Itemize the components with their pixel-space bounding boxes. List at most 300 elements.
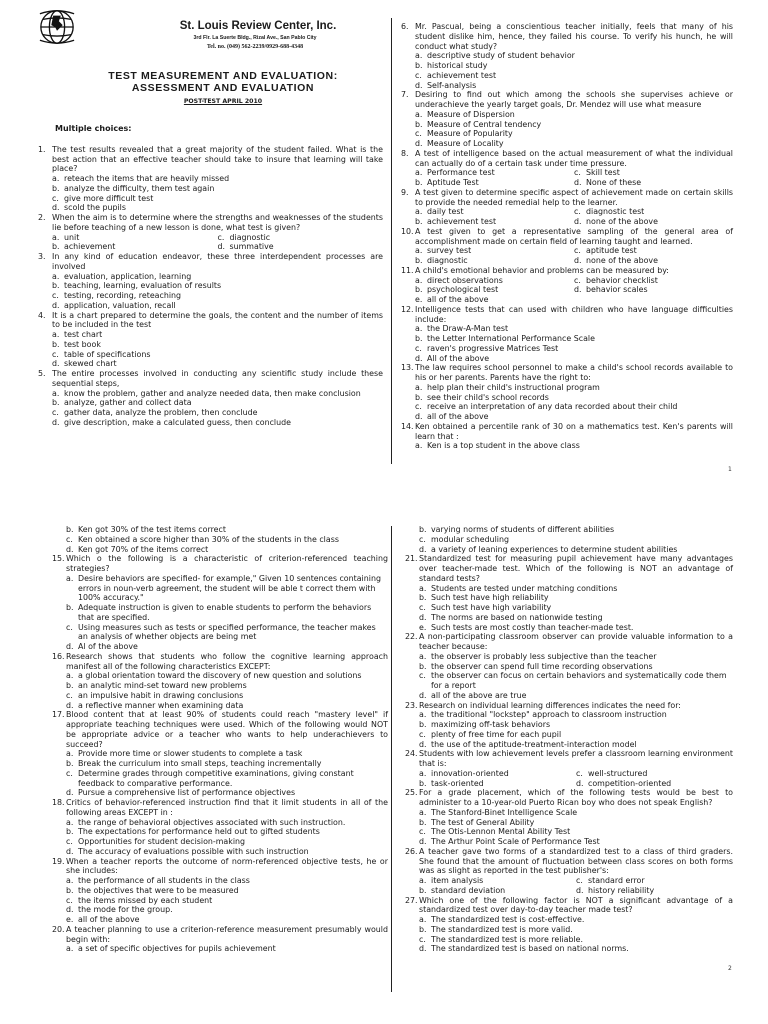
answer-option	[66, 915, 388, 925]
option-letter: a.	[66, 944, 74, 954]
question-item	[38, 145, 383, 213]
answer-option	[415, 71, 733, 81]
question-item	[401, 188, 733, 227]
question-number: 2.	[38, 213, 46, 222]
answer-option	[415, 344, 733, 354]
option-text: survey test	[427, 246, 472, 256]
option-text: Measure of Locality	[427, 139, 504, 148]
option-letter: c.	[66, 768, 73, 778]
question-text: Standardized test for measuring pupil achievement have many advantages over teacher-made test. Which of the following is NOT an advantage of standard tests?	[419, 554, 733, 583]
option-letter: d.	[66, 846, 74, 856]
answer-option	[574, 256, 658, 266]
answer-option	[574, 285, 648, 295]
answer-options	[66, 749, 388, 798]
option-text: plenty of free time for each pupil	[431, 729, 562, 739]
option-text: behavior checklist	[586, 275, 658, 285]
option-text: The standardized test is cost-effective.	[431, 915, 585, 924]
question-text: The law requires school personnel to make a child's school records available to his or her parents. Parents have the right to:	[415, 363, 733, 382]
question-text: A test of intelligence based on the actual measurement of what the individual can actually do of a certain task under time pressure.	[415, 148, 733, 168]
question-text: Research shows that students who follow the cognitive learning approach manifest all of the following characteristics EXCEPT:	[66, 651, 388, 671]
answer-option	[419, 652, 733, 662]
question-stem	[52, 857, 388, 877]
answer-options	[419, 769, 733, 789]
answer-option	[52, 408, 383, 418]
option-text: testing, recording, reteaching	[64, 291, 182, 300]
option-text: receive an interpretation of any data recorded about their child	[427, 402, 678, 412]
section-label: Multiple choices:	[55, 124, 132, 133]
option-letter: a.	[419, 651, 427, 661]
answer-option	[66, 827, 388, 837]
question-item	[405, 554, 733, 632]
answer-options	[415, 51, 733, 90]
question-text: Mr. Pascual, being a conscientious teacher initially, feels that many of his student dislike him, hence, they failed his course. To verify his hunch, he will conduct what study?	[415, 22, 733, 51]
question-text: In any kind of education endeavor, these three interdependent processes are involved	[52, 252, 383, 271]
option-text: see their child's school records	[427, 392, 549, 402]
question-item	[401, 149, 733, 188]
answer-option	[415, 129, 733, 139]
option-text: psychological test	[427, 285, 499, 295]
answer-option	[415, 61, 733, 71]
answer-option	[415, 110, 733, 120]
answer-options	[419, 584, 733, 633]
answer-options	[66, 574, 388, 652]
question-item	[401, 422, 733, 451]
answer-option	[415, 285, 574, 295]
answer-options	[419, 876, 733, 896]
option-text: the observer can focus on certain behaviors and systematically code them for a report	[431, 671, 727, 690]
question-number: 24.	[405, 749, 418, 759]
answer-options	[419, 710, 733, 749]
answer-options	[52, 174, 383, 213]
answer-option	[419, 779, 576, 789]
option-letter: c.	[576, 768, 583, 778]
question-text: A child's emotional behavior and problems can be measured by:	[415, 265, 669, 275]
option-letter: c.	[66, 622, 73, 632]
answer-options	[415, 168, 733, 188]
option-text: Measure of Central tendency	[427, 119, 542, 129]
option-letter: a.	[415, 324, 423, 334]
option-text: evaluation, application, learning	[64, 271, 192, 281]
question-number: 4.	[38, 310, 46, 320]
page2-left-column	[52, 525, 388, 954]
question-stem	[405, 847, 733, 876]
question-number: 23.	[405, 700, 418, 710]
question-number: 27.	[405, 895, 418, 905]
option-text: table of specifications	[64, 349, 151, 359]
continued-options	[419, 525, 733, 554]
option-text: The expectations for performance held out to gifted students	[78, 827, 320, 837]
option-text: unit	[64, 232, 80, 242]
question-number: 6.	[401, 22, 409, 31]
question-stem	[401, 149, 733, 169]
option-text: all of the above	[427, 412, 489, 421]
option-letter: c.	[415, 129, 422, 139]
question-number: 16.	[52, 651, 65, 661]
answer-option	[52, 233, 218, 243]
option-letter: c.	[576, 876, 583, 885]
option-letter: c.	[415, 343, 422, 353]
option-text: the performance of all students in the class	[78, 876, 250, 885]
question-stem	[401, 422, 733, 442]
answer-options	[415, 383, 733, 422]
answer-options	[415, 324, 733, 363]
answer-options	[52, 233, 383, 253]
answer-option	[419, 525, 733, 535]
option-letter: b.	[415, 119, 423, 129]
question-stem	[405, 701, 733, 711]
option-letter: c.	[419, 534, 426, 544]
answer-option	[419, 740, 733, 750]
option-text: Opportunities for student decision-making	[78, 837, 246, 846]
answer-option	[419, 603, 733, 613]
option-letter: c.	[419, 603, 426, 612]
answer-option	[415, 295, 733, 305]
question-stem	[401, 90, 733, 110]
option-letter: b.	[52, 183, 60, 193]
question-item	[401, 363, 733, 422]
column-divider	[391, 526, 392, 992]
option-text: scold the pupils	[64, 203, 126, 213]
option-letter: a.	[415, 51, 423, 61]
option-letter: b.	[66, 885, 74, 895]
question-number: 17.	[52, 710, 65, 720]
question-text: Intelligence tests that can used with children who have language difficulties include:	[415, 304, 733, 324]
answer-option	[419, 925, 733, 935]
question-stem	[401, 305, 733, 325]
question-number: 19.	[52, 856, 65, 866]
center-telephone: Tel. no. (049) 562-2239/0929-688-4348	[206, 44, 304, 50]
option-letter: e.	[66, 915, 74, 924]
option-letter: a.	[419, 583, 427, 593]
option-text: maximizing off-task behaviors	[431, 720, 551, 729]
answer-option	[66, 788, 388, 798]
option-letter: d.	[419, 739, 427, 749]
answer-option	[415, 441, 733, 451]
answer-options	[419, 915, 733, 954]
option-letter: a.	[419, 768, 427, 778]
option-text: none of the above	[586, 217, 658, 226]
answer-option	[415, 139, 733, 149]
answer-option	[419, 535, 733, 545]
option-text: the mode for the group.	[78, 905, 173, 915]
option-letter: d.	[574, 178, 582, 187]
question-stem	[405, 632, 733, 652]
question-stem	[401, 266, 733, 276]
option-letter: b.	[415, 392, 423, 402]
option-letter: a.	[52, 388, 60, 398]
question-text: When the aim is to determine where the strengths and weaknesses of the students lie before teaching of a new lesson is done, what test is given?	[52, 213, 383, 232]
answer-option	[419, 769, 576, 779]
question-item	[52, 798, 388, 857]
option-text: test chart	[64, 330, 103, 339]
answer-option	[66, 769, 388, 789]
question-number: 15.	[52, 554, 65, 564]
option-text: achievement test	[427, 217, 497, 226]
question-item	[52, 652, 388, 711]
option-letter: b.	[419, 525, 427, 534]
option-letter: a.	[52, 232, 60, 242]
option-text: diagnostic	[229, 232, 271, 242]
option-text: well-structured	[588, 768, 648, 778]
option-text: a global orientation toward the discovery of new question and solutions	[78, 671, 362, 681]
option-text: an analytic mind-set toward new problems	[78, 681, 247, 690]
answer-option	[52, 174, 383, 184]
option-text: All of the above	[427, 353, 490, 363]
option-letter: a.	[66, 876, 74, 885]
answer-option-pair	[415, 207, 733, 217]
option-text: The standardized test is based on national norms.	[431, 944, 629, 954]
question-stem	[38, 213, 383, 233]
option-letter: a.	[419, 876, 427, 885]
answer-option-pair	[415, 246, 733, 256]
answer-option	[419, 886, 576, 896]
option-letter: d.	[52, 203, 60, 213]
option-letter: a.	[415, 168, 423, 178]
answer-option	[419, 584, 733, 594]
option-letter: a.	[66, 817, 74, 827]
option-letter: c.	[66, 837, 73, 846]
option-text: achievement test	[427, 70, 497, 80]
answer-option	[66, 525, 388, 535]
globe-logo-icon	[38, 8, 76, 46]
option-letter: c.	[52, 291, 59, 300]
question-number: 21.	[405, 554, 418, 564]
option-text: Such test have high variability	[431, 603, 552, 612]
answer-option	[415, 334, 733, 344]
option-text: Adequate instruction is given to enable students to perform the behaviors that are specified.	[78, 603, 372, 622]
answer-option	[66, 574, 388, 603]
option-text: Measure of Popularity	[427, 129, 513, 139]
answer-option	[52, 389, 383, 399]
answer-option	[415, 324, 733, 334]
option-letter: c.	[217, 232, 225, 242]
option-letter: b.	[419, 924, 427, 934]
answer-option	[419, 720, 733, 730]
option-text: Break the curriculum into small steps, teaching incrementally	[78, 759, 322, 768]
option-letter: b.	[66, 525, 74, 534]
question-item	[405, 632, 733, 700]
answer-option	[52, 340, 383, 350]
option-text: The test of General Ability	[431, 817, 535, 827]
answer-option	[415, 402, 733, 412]
answer-option	[419, 545, 733, 555]
question-stem	[38, 311, 383, 331]
answer-options	[52, 389, 383, 428]
answer-option	[66, 837, 388, 847]
option-text: all of the above are true	[431, 690, 527, 700]
answer-option	[66, 623, 388, 643]
question-item	[401, 305, 733, 364]
answer-option	[66, 535, 388, 545]
option-letter: c.	[419, 729, 426, 739]
answer-option	[574, 207, 644, 217]
option-letter: d.	[52, 417, 60, 427]
option-text: daily test	[427, 207, 464, 217]
answer-option	[574, 178, 641, 188]
answer-option	[415, 81, 733, 91]
option-letter: a.	[415, 207, 423, 217]
answer-option	[52, 203, 383, 213]
answer-option	[66, 701, 388, 711]
answer-options	[415, 207, 733, 227]
answer-option	[576, 886, 654, 896]
option-letter: d.	[415, 80, 423, 90]
option-letter: a.	[52, 271, 60, 281]
option-letter: d.	[66, 642, 74, 651]
option-letter: b.	[66, 827, 74, 837]
option-letter: d.	[66, 544, 74, 554]
answer-option	[419, 662, 733, 672]
document-header	[38, 0, 383, 118]
question-text: A teacher gave two forms of a standardized test to a class of third graders. She found that the amount of fluctuation between class scores on both forms was as slight as reported in the test publisher's:	[419, 846, 733, 876]
answer-option-pair	[415, 276, 733, 286]
option-text: innovation-oriented	[431, 768, 509, 778]
question-text: Desiring to find out which among the schools she supervises achieve or underachieve the yearly target goals, Dr. Mendez will use what measure	[415, 90, 733, 109]
continued-options	[66, 525, 388, 554]
option-letter: a.	[415, 382, 423, 392]
option-letter: d.	[419, 544, 427, 554]
option-text: Ken is a top student in the above class	[427, 441, 580, 451]
answer-option	[52, 330, 383, 340]
question-item	[405, 847, 733, 896]
option-text: Measure of Dispersion	[427, 109, 515, 119]
option-text: analyze, gather and collect data	[64, 398, 192, 408]
answer-option-pair	[52, 242, 383, 252]
option-letter: d.	[66, 905, 74, 915]
option-text: the traditional "lockstep" approach to classroom instruction	[431, 710, 667, 720]
answer-option	[415, 168, 574, 178]
answer-options	[52, 272, 383, 311]
option-letter: c.	[52, 193, 59, 203]
question-list	[38, 145, 383, 428]
question-text: For a grade placement, which of the following tests would be best to administer to a 10-year-old Puerto Rican boy who does not speak English?	[419, 788, 733, 807]
option-text: The accuracy of evaluations possible with such instruction	[78, 846, 309, 856]
question-number: 20.	[52, 924, 65, 934]
option-text: The standardized test is more reliable.	[431, 934, 584, 944]
option-letter: d.	[574, 256, 582, 265]
answer-option-pair	[415, 256, 733, 266]
option-letter: b.	[419, 661, 427, 671]
option-letter: b.	[415, 178, 423, 187]
exam-title-line1: TEST MEASUREMENT AND EVALUATION:	[108, 70, 338, 82]
answer-option	[66, 681, 388, 691]
option-letter: b.	[66, 759, 74, 768]
answer-options	[415, 276, 733, 305]
answer-options	[419, 652, 733, 701]
option-text: reteach the items that are heavily missed	[64, 174, 230, 183]
option-letter: b.	[52, 242, 60, 252]
option-letter: b.	[52, 398, 60, 408]
question-number: 7.	[401, 90, 409, 100]
question-number: 25.	[405, 788, 418, 798]
answer-option	[66, 847, 388, 857]
answer-option	[66, 759, 388, 769]
answer-option	[66, 905, 388, 915]
option-letter: e.	[415, 295, 423, 304]
answer-option	[415, 354, 733, 364]
question-number: 18.	[52, 798, 65, 807]
question-text: A teacher planning to use a criterion-reference measurement presumably would begin with:	[66, 924, 388, 944]
option-letter: b.	[419, 817, 427, 827]
question-text: Critics of behavior-referenced instruction find that it limit students in all of the following areas EXCEPT in :	[66, 798, 388, 817]
answer-option	[419, 818, 733, 828]
answer-option	[415, 51, 733, 61]
option-text: give more difficult test	[64, 193, 154, 203]
option-letter: d.	[576, 885, 584, 895]
question-stem	[405, 896, 733, 916]
question-stem	[401, 188, 733, 208]
answer-options	[66, 818, 388, 857]
answer-option	[415, 276, 574, 286]
answer-option	[218, 242, 274, 252]
option-text: test book	[64, 339, 101, 349]
answer-option	[52, 418, 383, 428]
answer-option	[52, 242, 218, 252]
question-item	[52, 925, 388, 954]
question-item	[38, 311, 383, 370]
answer-option	[66, 671, 388, 681]
option-text: the observer is probably less subjective than the teacher	[431, 651, 657, 661]
option-text: raven's progressive Matrices Test	[427, 343, 559, 353]
option-text: Performance test	[427, 168, 495, 178]
question-item	[38, 369, 383, 428]
option-letter: d.	[419, 612, 427, 622]
option-text: none of the above	[586, 256, 658, 265]
answer-option	[66, 691, 388, 701]
question-stem	[405, 788, 733, 808]
answer-option	[52, 301, 383, 311]
answer-option	[218, 233, 271, 243]
question-number: 1.	[38, 144, 46, 154]
question-list	[52, 554, 388, 954]
answer-option-pair	[419, 886, 733, 896]
question-text: A non-participating classroom observer can provide valuable information to a teacher because:	[419, 632, 733, 651]
answer-option	[52, 359, 383, 369]
question-stem	[52, 652, 388, 672]
question-item	[52, 554, 388, 652]
question-stem	[405, 554, 733, 583]
answer-option	[576, 876, 645, 886]
option-letter: a.	[52, 174, 60, 183]
answer-options	[415, 246, 733, 266]
option-letter: b.	[419, 593, 427, 603]
question-number: 22.	[405, 632, 418, 642]
answer-option-pair	[415, 168, 733, 178]
answer-options	[66, 671, 388, 710]
question-stem	[401, 363, 733, 383]
option-letter: d.	[419, 837, 427, 846]
question-number: 8.	[401, 148, 409, 158]
option-letter: b.	[52, 281, 60, 291]
option-letter: d.	[52, 300, 60, 310]
question-item	[401, 227, 733, 266]
option-letter: c.	[66, 690, 73, 700]
question-number: 9.	[401, 187, 409, 197]
answer-option	[52, 398, 383, 408]
option-text: Such test have high reliability	[431, 593, 549, 603]
option-text: diagnostic test	[586, 207, 645, 217]
answer-option	[415, 246, 574, 256]
answer-option	[419, 710, 733, 720]
option-text: the range of behavioral objectives associated with such instruction.	[78, 817, 346, 827]
question-text: Which o the following is a characteristic of criterion-referenced teaching strategies?	[66, 554, 388, 573]
option-letter: c.	[574, 275, 581, 285]
option-letter: c.	[415, 402, 422, 412]
answer-option	[419, 623, 733, 633]
option-letter: d.	[66, 700, 74, 710]
option-text: the items missed by each student	[78, 895, 213, 905]
option-text: Such tests are most costly than teacher-made test.	[431, 622, 634, 632]
